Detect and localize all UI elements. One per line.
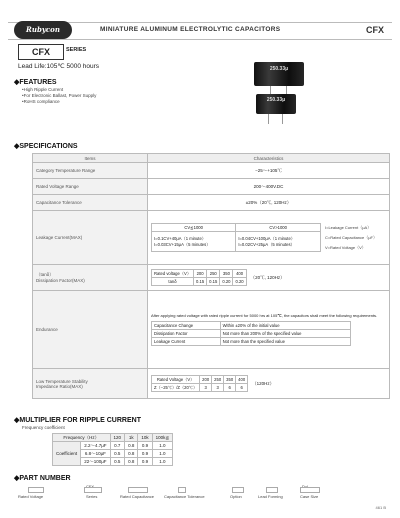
pn-label-voltage: Rated Voltage [18,494,44,499]
lts-d1: 3 [200,384,212,392]
leak-c2 [236,232,321,252]
lead-life: Lead Life:105℃ 5000 hours [18,63,100,70]
ripple-heading: ◆MULTIPLIER FOR RIPPLE CURRENT [14,417,141,424]
page-number: 461 B [375,505,386,510]
lead-wire [286,86,287,94]
features-heading: ◆FEATURES [14,79,57,86]
header-code: CFX [366,25,384,35]
ripple-sub: Frequency coefficient [22,425,65,430]
tan-v3: 350 [220,270,233,278]
lts-v2: 250 [212,376,224,384]
ripple-r2-v1: 0.5 [110,450,125,458]
tan-v4: 400 [233,270,246,278]
tol-value: ±20%（20℃, 120Hz） [148,195,390,211]
end-r3a: Leakage Current [152,338,221,346]
end-item: Endurance [33,291,148,369]
end-r2b: Not more than 200% of the specified value [220,330,350,338]
pn-box-capacitance [128,487,148,493]
capacitor-marking-top: 250.33μ [269,66,289,72]
tan-cell [148,265,390,291]
lts-v4: 400 [236,376,248,384]
ripple-coef: Coefficient [53,442,81,466]
end-r3b: Not more than the specified value [220,338,350,346]
tan-d4: 0.20 [233,278,246,286]
pn-label-tolerance: Capacitance Tolerance [164,494,205,499]
pn-label-option: Option [230,494,242,499]
ripple-r2-v3: 0.9 [138,450,152,458]
leak-item: Leakage Current(MAX) [33,211,148,265]
leak-c2b: I=0.02CV+25μA（5 minutes） [238,241,295,247]
pn-box-series [84,487,102,493]
pn-label-case-size: Case Size [300,494,319,499]
pn-lead-code: D×L [302,484,310,489]
pn-label-capacitance: Rated Capacitance [120,494,155,499]
pn-box-lead-forming [266,487,278,493]
pn-label-series: Series [86,494,98,499]
lead-wire [282,114,283,124]
specifications-table [32,153,390,399]
header-title: MINIATURE ALUMINUM ELECTROLYTIC CAPACITORS [100,26,281,33]
lead-wire [268,114,269,124]
leak-note-3: V=Rated Voltage（V） [325,244,366,250]
lts-note: （120Hz） [252,380,275,386]
capacitor-image-large [254,62,304,86]
lts-rv: Rated Voltage（V） [152,376,200,384]
ripple-h0: Frequency（Hz） [53,434,111,442]
capacitor-image-small [256,94,296,114]
ripple-r1-v4: 1.0 [152,442,173,450]
tan-symbol: （tanδ） [36,272,54,277]
ripple-r2: 6.8〜10μF [81,450,110,458]
lead-wire [270,86,271,94]
specifications-heading: ◆SPECIFICATIONS [14,143,78,150]
lts-d3: 6 [224,384,236,392]
ripple-h3: 10k [138,434,152,442]
tan-v2: 250 [207,270,220,278]
end-text: After applying rated voltage with rated ripple current for 5000 hrs at 105℃, the capacitors shall meet the following requirements. [151,313,378,318]
leak-c1b: I=0.03CV+15μA（5 minutes） [154,241,211,247]
pn-box-tolerance [178,487,186,493]
lts-item [33,369,148,399]
ripple-r1-v1: 0.7 [110,442,125,450]
ripple-h1: 120 [110,434,125,442]
col-characteristics: Characteristics [148,154,390,163]
ripple-r2-v4: 1.0 [152,450,173,458]
leak-h1: CV≦1000 [152,224,236,232]
tan-rv: Rated voltage（V） [152,270,194,278]
feature-2: •For Electronic Ballast, Power Supply [22,93,97,98]
lts-label: Z（−25℃）/Z（20℃） [152,384,200,392]
ripple-r3-v1: 0.5 [110,458,125,466]
leak-c1 [152,232,236,252]
lts-item-2: Impedance Ratio(MAX) [36,383,83,389]
ripple-r1-v3: 0.9 [138,442,152,450]
col-items: Items [33,154,148,163]
tan-item-label: Dissipation Factor(MAX) [36,278,85,283]
tan-d1: 0.15 [194,278,207,286]
end-table [151,321,351,346]
end-r2a: Dissipation Factor [152,330,221,338]
leak-cell [148,211,390,265]
lts-d2: 3 [212,384,224,392]
ripple-h2: 1k [125,434,138,442]
feature-1: •High Ripple Current [22,87,64,92]
leak-note-1: I=Leakage Current（μA） [325,224,372,230]
tan-note: （20℃, 120Hz） [250,274,285,280]
part-number-heading: ◆PART NUMBER [14,475,71,482]
end-r1a: Capacitance Change [152,322,221,330]
tan-v1: 200 [194,270,207,278]
ripple-r3-v4: 1.0 [152,458,173,466]
tan-table [151,269,247,286]
ripple-table [52,433,173,466]
pn-box-option [232,487,244,493]
leak-table [151,223,321,252]
end-cell [148,291,390,369]
lts-item-1: Low Temperature Stability [36,378,88,384]
ripple-h4: 100k≦ [152,434,173,442]
lts-v1: 200 [200,376,212,384]
pn-box-case-size [300,487,320,493]
ripple-r3: 22〜100μF [81,458,110,466]
lts-table [151,375,248,392]
leak-note-2: C=Rated Capacitance（μF） [325,234,377,240]
pn-box-voltage [28,487,44,493]
lts-cell [148,369,390,399]
leak-c2a: I=0.04CV+100μA（1 minute） [238,235,295,241]
temp-value: −25〜+105℃ [148,163,390,179]
tan-item [33,265,148,291]
lts-d4: 6 [236,384,248,392]
pn-series-code: CFX [86,484,94,489]
rubycon-logo: Rubycon [14,21,72,39]
header-bar [8,22,392,40]
ripple-r3-v3: 0.9 [138,458,152,466]
tan-d2: 0.15 [207,278,220,286]
ripple-r2-v2: 0.8 [125,450,138,458]
series-name: CFX [18,44,64,60]
leak-c1a: I=0.1CV+40μA（1 minute） [154,235,206,241]
pn-label-lead-forming: Lead Forming [258,494,283,499]
tol-item: Capacitance Tolerance [33,195,148,211]
series-label: SERIES [66,47,87,53]
volt-value: 200〜400V.DC [148,179,390,195]
volt-item: Rated Voltage Range [33,179,148,195]
end-r1b: Within ±20% of the initial value [220,322,350,330]
leak-h2: CV>1000 [236,224,321,232]
ripple-r3-v2: 0.8 [125,458,138,466]
temp-item: Category Temperature Range [33,163,148,179]
capacitor-marking-bottom: 250.33μ [266,97,286,103]
leak-notes [325,223,377,253]
tan-label: tanδ [152,278,194,286]
ripple-r1-v2: 0.8 [125,442,138,450]
ripple-r1: 2.2〜4.7μF [81,442,110,450]
lts-v3: 350 [224,376,236,384]
feature-3: •RoHS compliance [22,99,60,104]
tan-d3: 0.20 [220,278,233,286]
